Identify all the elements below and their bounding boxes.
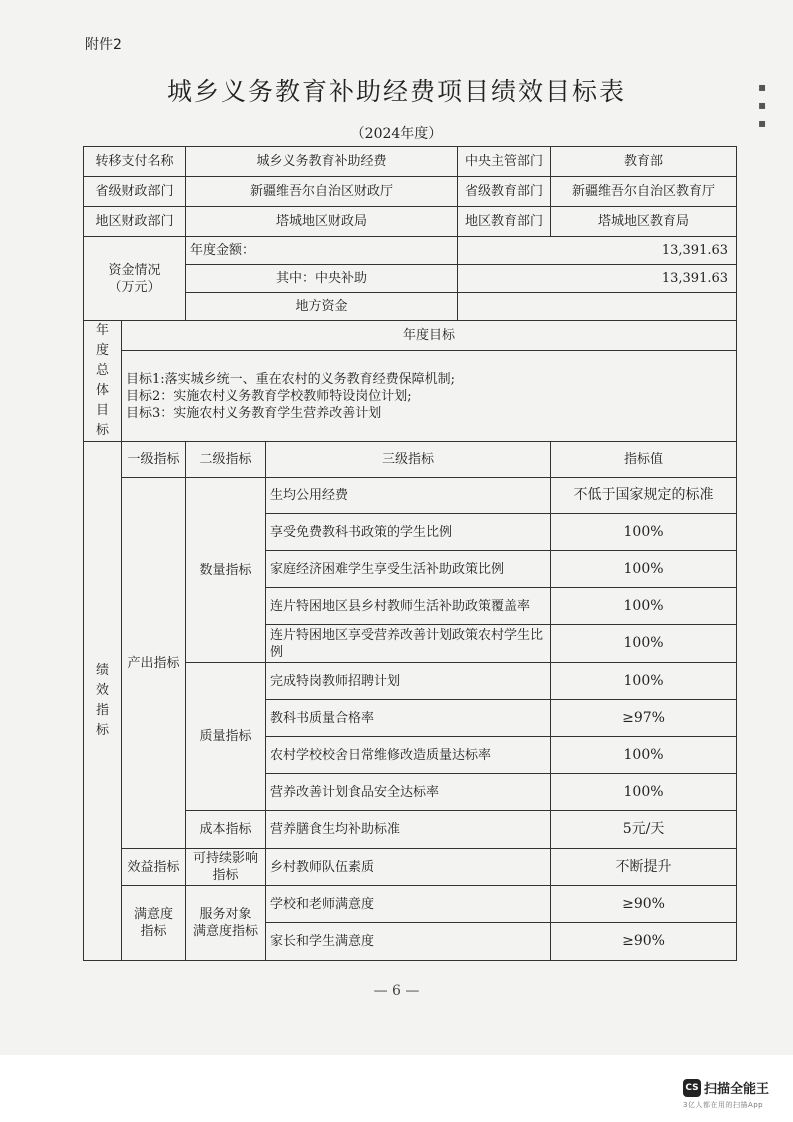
goals-side-label: 年 度 总 体 目 标 bbox=[84, 321, 122, 442]
annual-label: 年度金额： bbox=[186, 237, 458, 265]
info-row bbox=[84, 147, 737, 177]
table-row bbox=[84, 849, 737, 886]
table-row bbox=[84, 886, 737, 923]
indicator-value: 100% bbox=[551, 514, 737, 551]
region-finance-label: 地区财政部门 bbox=[84, 207, 186, 237]
indicator-name: 享受免费教科书政策的学生比例 bbox=[266, 514, 551, 551]
region-finance-value: 塔城地区财政局 bbox=[186, 207, 458, 237]
indicator-value: 100% bbox=[551, 663, 737, 700]
cost-label: 成本指标 bbox=[186, 811, 266, 849]
page-number: — 6 — bbox=[373, 983, 420, 999]
punch-hole-marks: ▪ ▪ ▪ bbox=[758, 80, 767, 130]
col-value: 指标值 bbox=[551, 442, 737, 478]
indicator-name: 连片特困地区县乡村教师生活补助政策覆盖率 bbox=[266, 588, 551, 625]
benefit-label: 效益指标 bbox=[122, 849, 186, 886]
indicator-header-row bbox=[84, 442, 737, 478]
indicator-name: 家长和学生满意度 bbox=[266, 923, 551, 961]
performance-table bbox=[83, 146, 737, 961]
indicator-value: 5元/天 bbox=[551, 811, 737, 849]
central-fund-label: 其中：中央补助 bbox=[186, 265, 458, 293]
scanner-watermark bbox=[683, 1077, 769, 1110]
sustain-label: 可持续影响 指标 bbox=[186, 849, 266, 886]
indicator-name: 学校和老师满意度 bbox=[266, 886, 551, 923]
indicator-value: 100% bbox=[551, 737, 737, 774]
scanner-brand: 扫描全能王 bbox=[704, 1082, 770, 1097]
indicator-name: 营养改善计划食品安全达标率 bbox=[266, 774, 551, 811]
prov-edu-label: 省级教育部门 bbox=[458, 177, 551, 207]
indicator-name: 完成特岗教师招聘计划 bbox=[266, 663, 551, 700]
annual-value: 13,391.63 bbox=[458, 237, 737, 265]
attachment-label: 附件2 bbox=[85, 37, 122, 53]
goals-text-row bbox=[84, 351, 737, 442]
indicator-value: 100% bbox=[551, 588, 737, 625]
prov-finance-value: 新疆维吾尔自治区财政厅 bbox=[186, 177, 458, 207]
col-level2: 二级指标 bbox=[186, 442, 266, 478]
indicator-name: 营养膳食生均补助标准 bbox=[266, 811, 551, 849]
goals-header: 年度目标 bbox=[122, 321, 737, 351]
transfer-value: 城乡义务教育补助经费 bbox=[186, 147, 458, 177]
col-level1: 一级指标 bbox=[122, 442, 186, 478]
indicator-value: 100% bbox=[551, 774, 737, 811]
goals-header-row bbox=[84, 321, 737, 351]
indicator-name: 家庭经济困难学生享受生活补助政策比例 bbox=[266, 551, 551, 588]
indicator-name: 生均公用经费 bbox=[266, 478, 551, 514]
indicator-value: ≥90% bbox=[551, 923, 737, 961]
central-dept-value: 教育部 bbox=[551, 147, 737, 177]
indicator-value: 100% bbox=[551, 551, 737, 588]
indicator-value: 不低于国家规定的标准 bbox=[551, 478, 737, 514]
indicator-value: ≥90% bbox=[551, 886, 737, 923]
satisfaction-label: 满意度 指标 bbox=[122, 886, 186, 961]
local-fund-label: 地方资金 bbox=[186, 293, 458, 321]
funds-label: 资金情况 （万元） bbox=[84, 237, 186, 321]
funds-row bbox=[84, 237, 737, 265]
prov-finance-label: 省级财政部门 bbox=[84, 177, 186, 207]
indicators-side-label: 绩 效 指 标 bbox=[84, 442, 122, 961]
region-edu-value: 塔城地区教育局 bbox=[551, 207, 737, 237]
page-title: 城乡义务教育补助经费项目绩效目标表 bbox=[166, 77, 626, 106]
goals-text: 目标1:落实城乡统一、重在农村的义务教育经费保障机制; 目标2：实施农村义务教育学校教师特设岗位计划; 目标3：实施农村义务教育学生营养改善计划 bbox=[122, 351, 737, 442]
col-level3: 三级指标 bbox=[266, 442, 551, 478]
indicator-name: 乡村教师队伍素质 bbox=[266, 849, 551, 886]
output-label: 产出指标 bbox=[122, 478, 186, 849]
prov-edu-value: 新疆维吾尔自治区教育厅 bbox=[551, 177, 737, 207]
central-fund-value: 13,391.63 bbox=[458, 265, 737, 293]
indicator-name: 农村学校校舍日常维修改造质量达标率 bbox=[266, 737, 551, 774]
indicator-value: 不断提升 bbox=[551, 849, 737, 886]
indicator-name: 连片特困地区享受营养改善计划政策农村学生比例 bbox=[266, 625, 551, 663]
info-row bbox=[84, 207, 737, 237]
transfer-label: 转移支付名称 bbox=[84, 147, 186, 177]
local-fund-value bbox=[458, 293, 737, 321]
region-edu-label: 地区教育部门 bbox=[458, 207, 551, 237]
scanner-tagline: 3亿人都在用的扫描App bbox=[683, 1101, 764, 1109]
indicator-name: 教科书质量合格率 bbox=[266, 700, 551, 737]
table-row bbox=[84, 478, 737, 514]
indicator-value: 100% bbox=[551, 625, 737, 663]
scanner-logo-icon: CS bbox=[683, 1079, 701, 1097]
info-row bbox=[84, 177, 737, 207]
indicator-value: ≥97% bbox=[551, 700, 737, 737]
quantity-label: 数量指标 bbox=[186, 478, 266, 663]
service-label: 服务对象 满意度指标 bbox=[186, 886, 266, 961]
quality-label: 质量指标 bbox=[186, 663, 266, 811]
year-label: （2024年度） bbox=[350, 126, 443, 142]
central-dept-label: 中央主管部门 bbox=[458, 147, 551, 177]
